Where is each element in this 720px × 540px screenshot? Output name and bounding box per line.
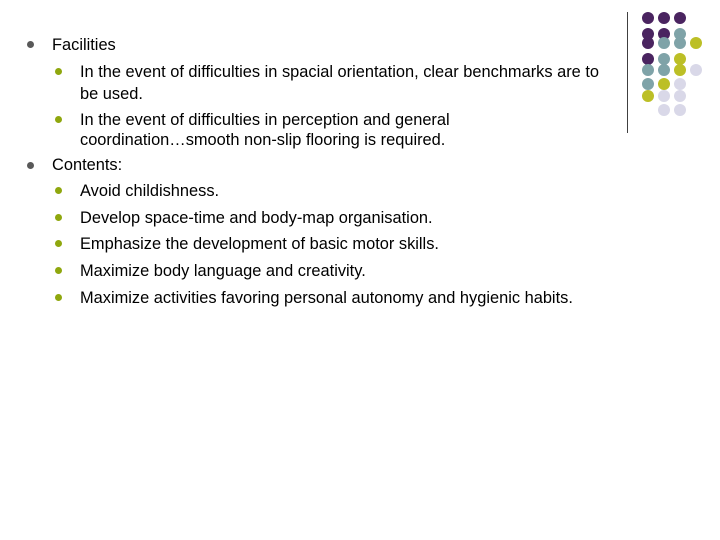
- list-item: Emphasize the development of basic motor skills.: [80, 235, 439, 253]
- bullet-icon: [55, 267, 62, 274]
- list-item-continuation: be used.: [80, 85, 143, 103]
- list-item: Maximize body language and creativity.: [80, 262, 366, 280]
- contents-heading: Contents:: [52, 156, 123, 174]
- list-item: In the event of difficulties in spacial orientation, clear benchmarks are to: [80, 63, 600, 81]
- list-item-continuation: coordination…smooth non-slip flooring is required.: [80, 131, 446, 149]
- list-item: Avoid childishness.: [80, 182, 220, 200]
- list-item: Maximize activities favoring personal autonomy and hygienic habits.: [80, 289, 573, 307]
- facilities-heading: Facilities: [52, 36, 116, 54]
- bullet-icon: [55, 240, 62, 247]
- bullet-icon: [55, 116, 62, 123]
- bullet-icon: [55, 214, 62, 221]
- bullet-icon: [55, 68, 62, 75]
- bullet-icon: [27, 162, 34, 169]
- list-item: Develop space-time and body-map organisation.: [80, 209, 433, 227]
- bullet-icon: [27, 41, 34, 48]
- list-item: In the event of difficulties in perception and general: [80, 111, 450, 129]
- bullet-icon: [55, 294, 62, 301]
- bullet-icon: [55, 187, 62, 194]
